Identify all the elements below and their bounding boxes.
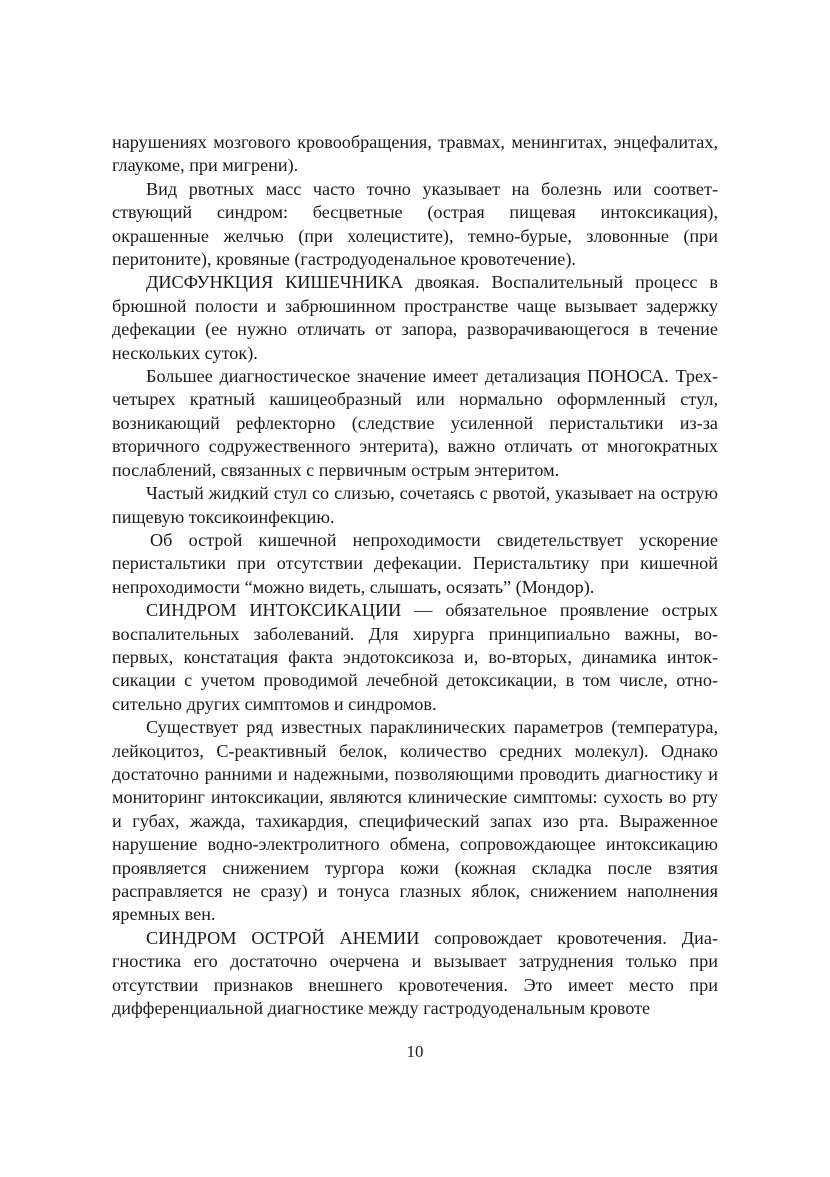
page-body <box>112 131 718 1020</box>
paragraph-anemia-syndrome: СИНДРОМ ОСТРОЙ АНЕМИИ сопровождает кровотечения. Диагностика его достаточно очерчена и вызывает затруднения только при отсутствии признаков внешнего кровотечения. Это имеет место при дифференциальной диагностике между гастродуоденальным кровоте <box>112 927 718 1019</box>
paragraph-paraclinical: Существует ряд известных параклинических параметров (температура, лейкоцитоз, С-реактивный белок, количество средних молекул). Однако достаточно ранними и надежными, позволяющими проводить диагностику и мониторинг интоксикации, являются клинические симптомы: сухость во рту и губах, жажда, тахикардия, специфический запах изо рта. Выраженное нарушение водно-электролитного обмена, сопровождающее интоксикацию проявляется снижением тургора кожи (кожная складка после взятия расправляется не сразу) и тонуса глазных яблок, снижением наполнения яремных вен. <box>112 717 718 925</box>
paragraph-bowel-dysfunction: ДИСФУНКЦИЯ КИШЕЧНИКА двоякая. Воспалительный процесс в брюшной полости и забрюшинном пространстве чаще вызывает задержку дефекации (ее нужно отличать от запора, разворачивающегося в течение нескольких суток). <box>112 272 718 363</box>
paragraph-continuation: нарушениях мозгового кровообращения, травмах, менингитах, энцефалитах, глаукоме, при мигрени). <box>112 132 718 176</box>
paragraph-vomit-types: Вид рвотных масс часто точно указывает на болезнь или соответствующий синдром: бесцветные (острая пищевая интоксикация), окрашенные желчью (при холецистите), темно-бурые, зловонные (при перитоните), кровяные (гастродуоденальное кровотечение). <box>112 178 718 270</box>
paragraph-obstruction: Об острой кишечной непроходимости свидетельствует ускорение перистальтики при отсутствии дефекации. Перистальтику при кишечной непроходимости “можно видеть, слышать, осязать” (Мондор). <box>112 529 718 597</box>
page-number: 10 <box>406 1042 424 1061</box>
paragraph-diarrhea: Большее диагностическое значение имеет детализация ПОНОСА. Трех-четырех кратный кашицеобразный или нормально оформленный стул, возникающий рефлекторно (следствие усиленной перистальтики из-за вторичного содружественного энтерита), важно отличать от многократных послаблений, связанных с первичным острым энтеритом. <box>112 366 718 480</box>
paragraph-intoxication-syndrome: СИНДРОМ ИНТОКСИКАЦИИ — обязательное проявление острых воспалительных заболеваний. Для хирурга принципиально важны, во-первых, констатация факта эндотоксикоза и, во-вторых, динамика интоксикации с учетом проводимой лечебной детоксикации, в том числе, относительно других симптомов и синдромов. <box>112 600 718 714</box>
paragraph-toxicoinfection: Частый жидкий стул со слизью, сочетаясь с рвотой, указывает на острую пищевую токсикоинфекцию. <box>112 483 718 527</box>
